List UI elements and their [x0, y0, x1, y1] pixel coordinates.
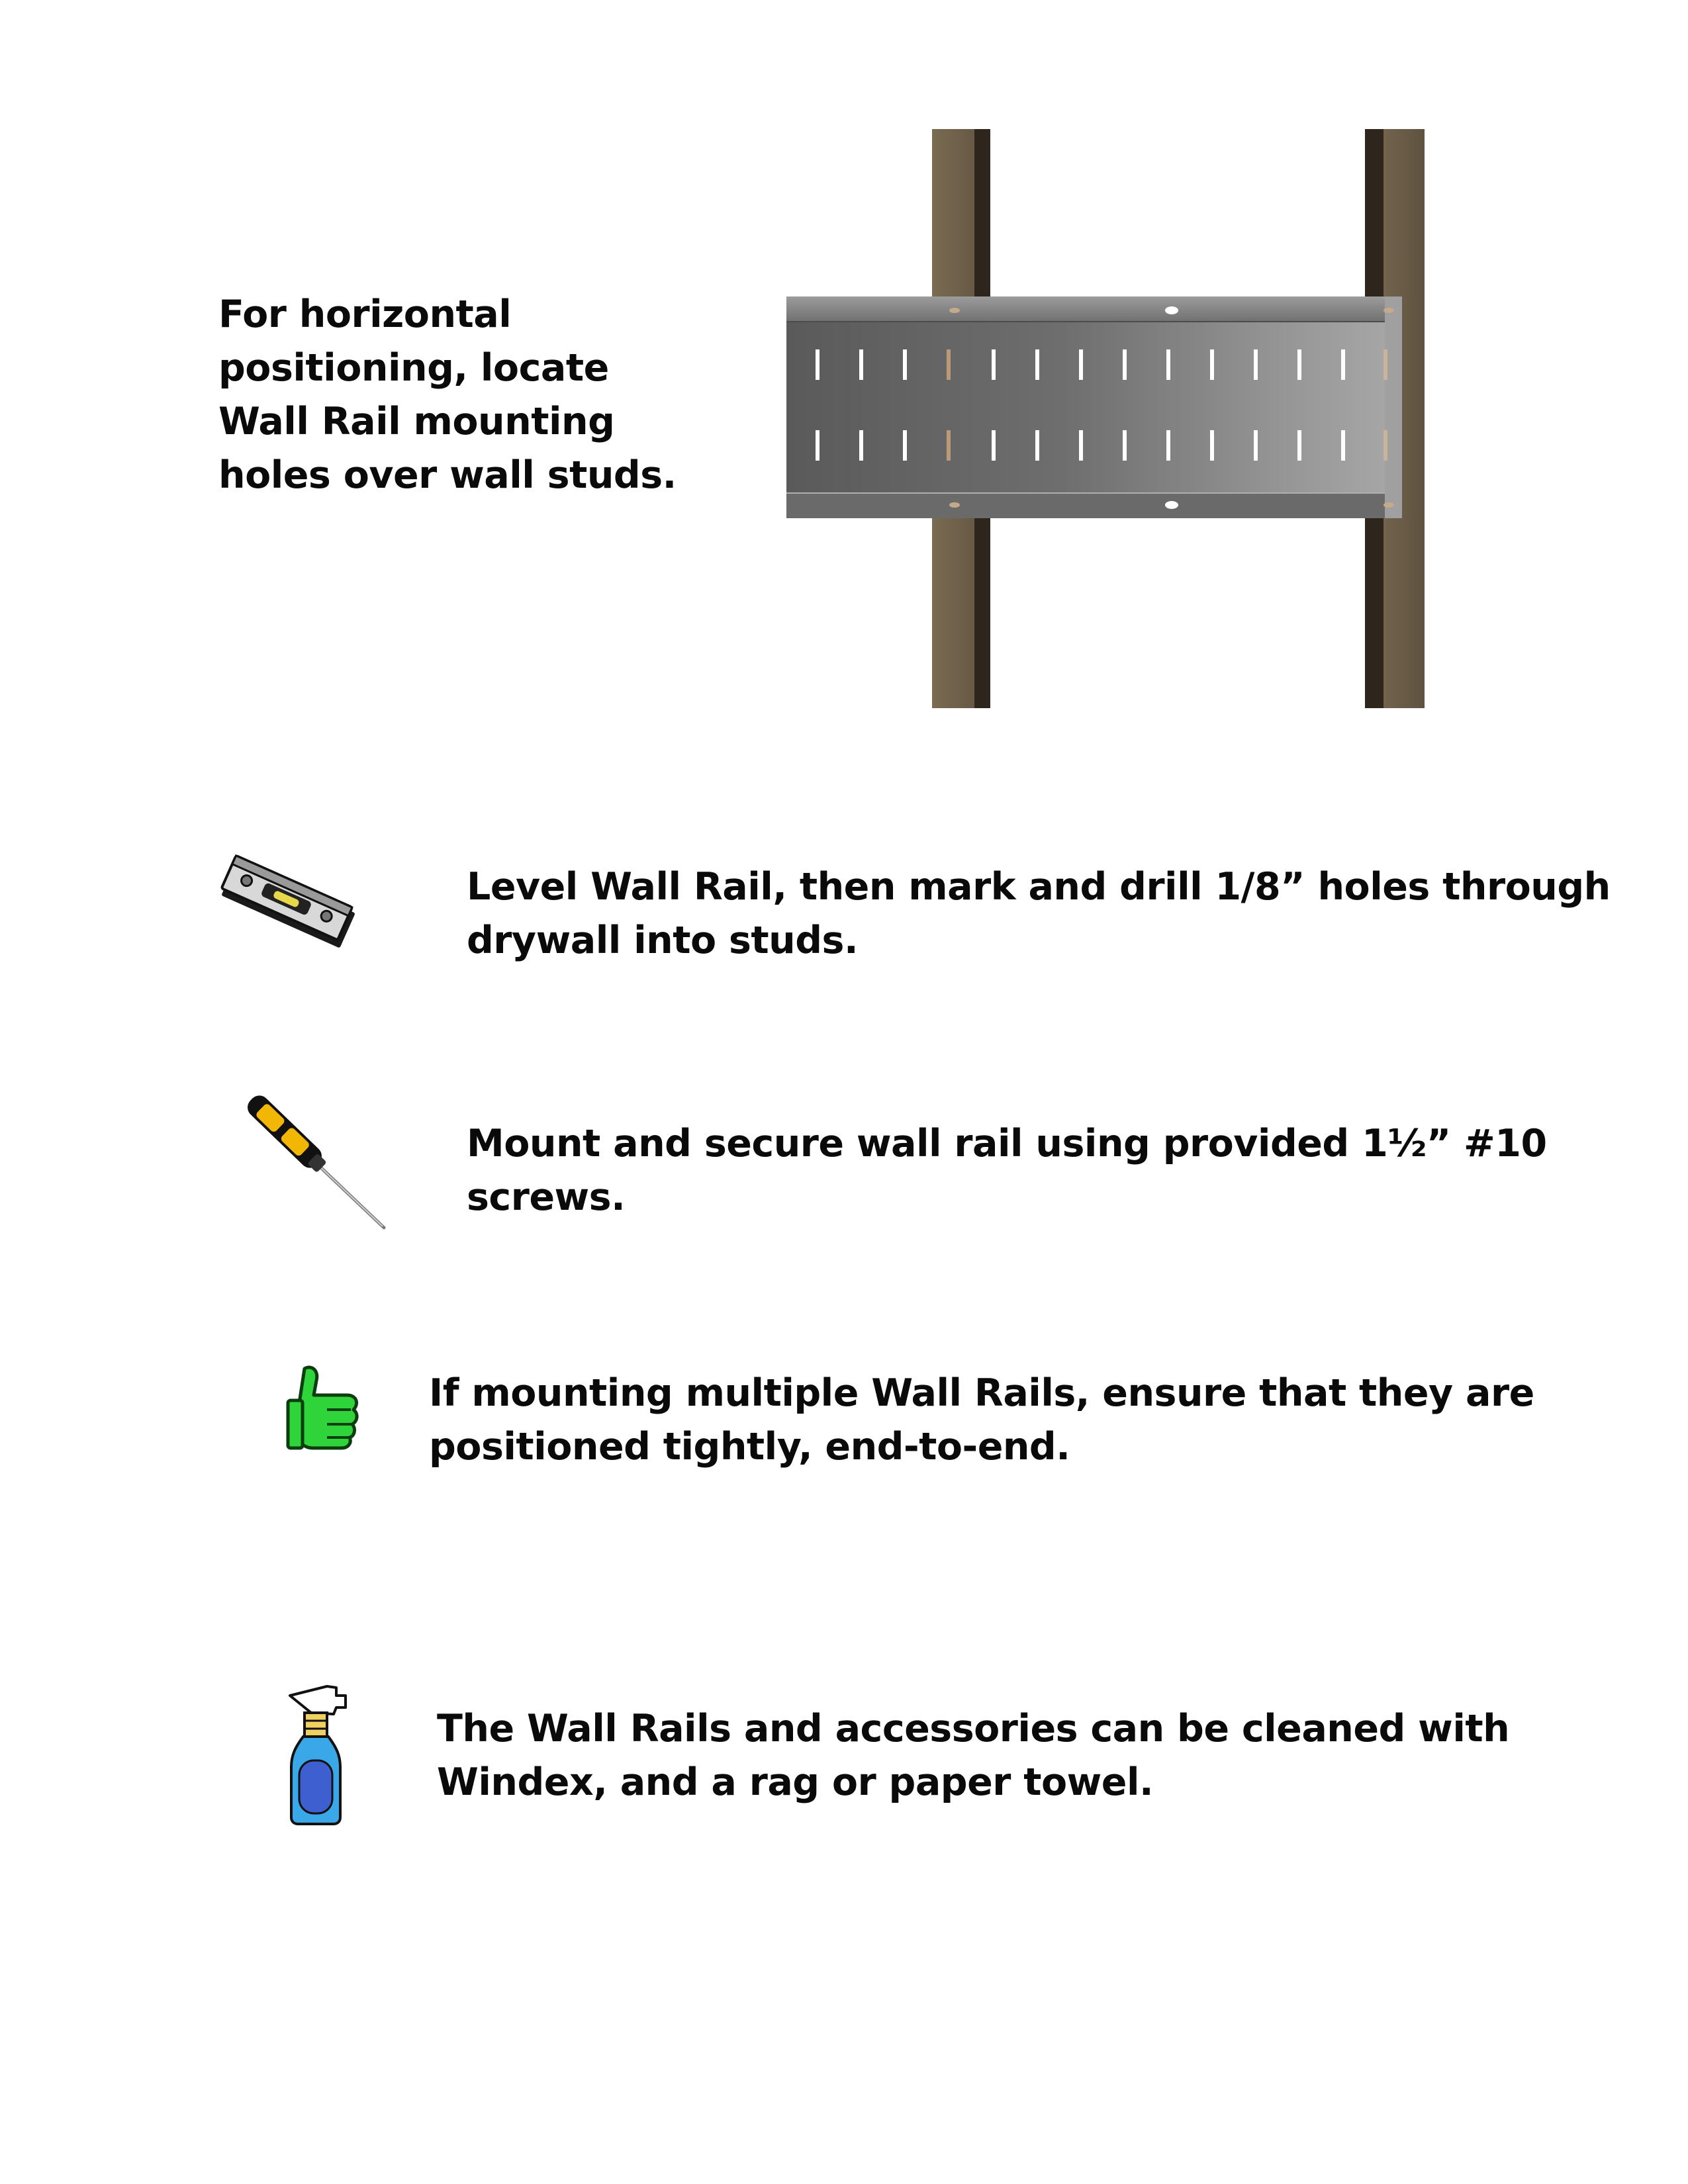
spray-bottle-icon: [278, 1681, 354, 1827]
wall-rail-diagram: [781, 129, 1436, 711]
step-text-screwdriver: [467, 1117, 1547, 1224]
step-text-thumbs-up: [429, 1367, 1534, 1474]
step-line: positioned tightly, end-to-end.: [429, 1425, 1070, 1469]
wall-rail: [786, 296, 1402, 518]
step-line: The Wall Rails and accessories can be cleaned with: [437, 1707, 1510, 1751]
intro-line: For horizontal: [218, 293, 512, 336]
step-line: Level Wall Rail, then mark and drill 1/8” holes through: [467, 865, 1611, 909]
screwdriver-icon: [245, 1095, 391, 1234]
step-line: screws.: [467, 1175, 626, 1219]
step-line: Mount and secure wall rail using provided 1½” #10: [467, 1122, 1547, 1165]
intro-line: Wall Rail mounting: [218, 400, 615, 443]
step-text-spray-bottle: [437, 1702, 1509, 1809]
step-text-level: [467, 860, 1611, 968]
step-line: If mounting multiple Wall Rails, ensure that they are: [429, 1371, 1534, 1415]
step-line: Windex, and a rag or paper towel.: [437, 1760, 1154, 1804]
intro-line: holes over wall studs.: [218, 453, 677, 497]
thumbs-up-icon: [286, 1363, 362, 1453]
intro-text: [218, 288, 677, 502]
level-icon: [218, 850, 357, 960]
wall-rail-illustration: [781, 129, 1436, 711]
step-line: drywall into studs.: [467, 919, 859, 962]
intro-line: positioning, locate: [218, 346, 609, 390]
